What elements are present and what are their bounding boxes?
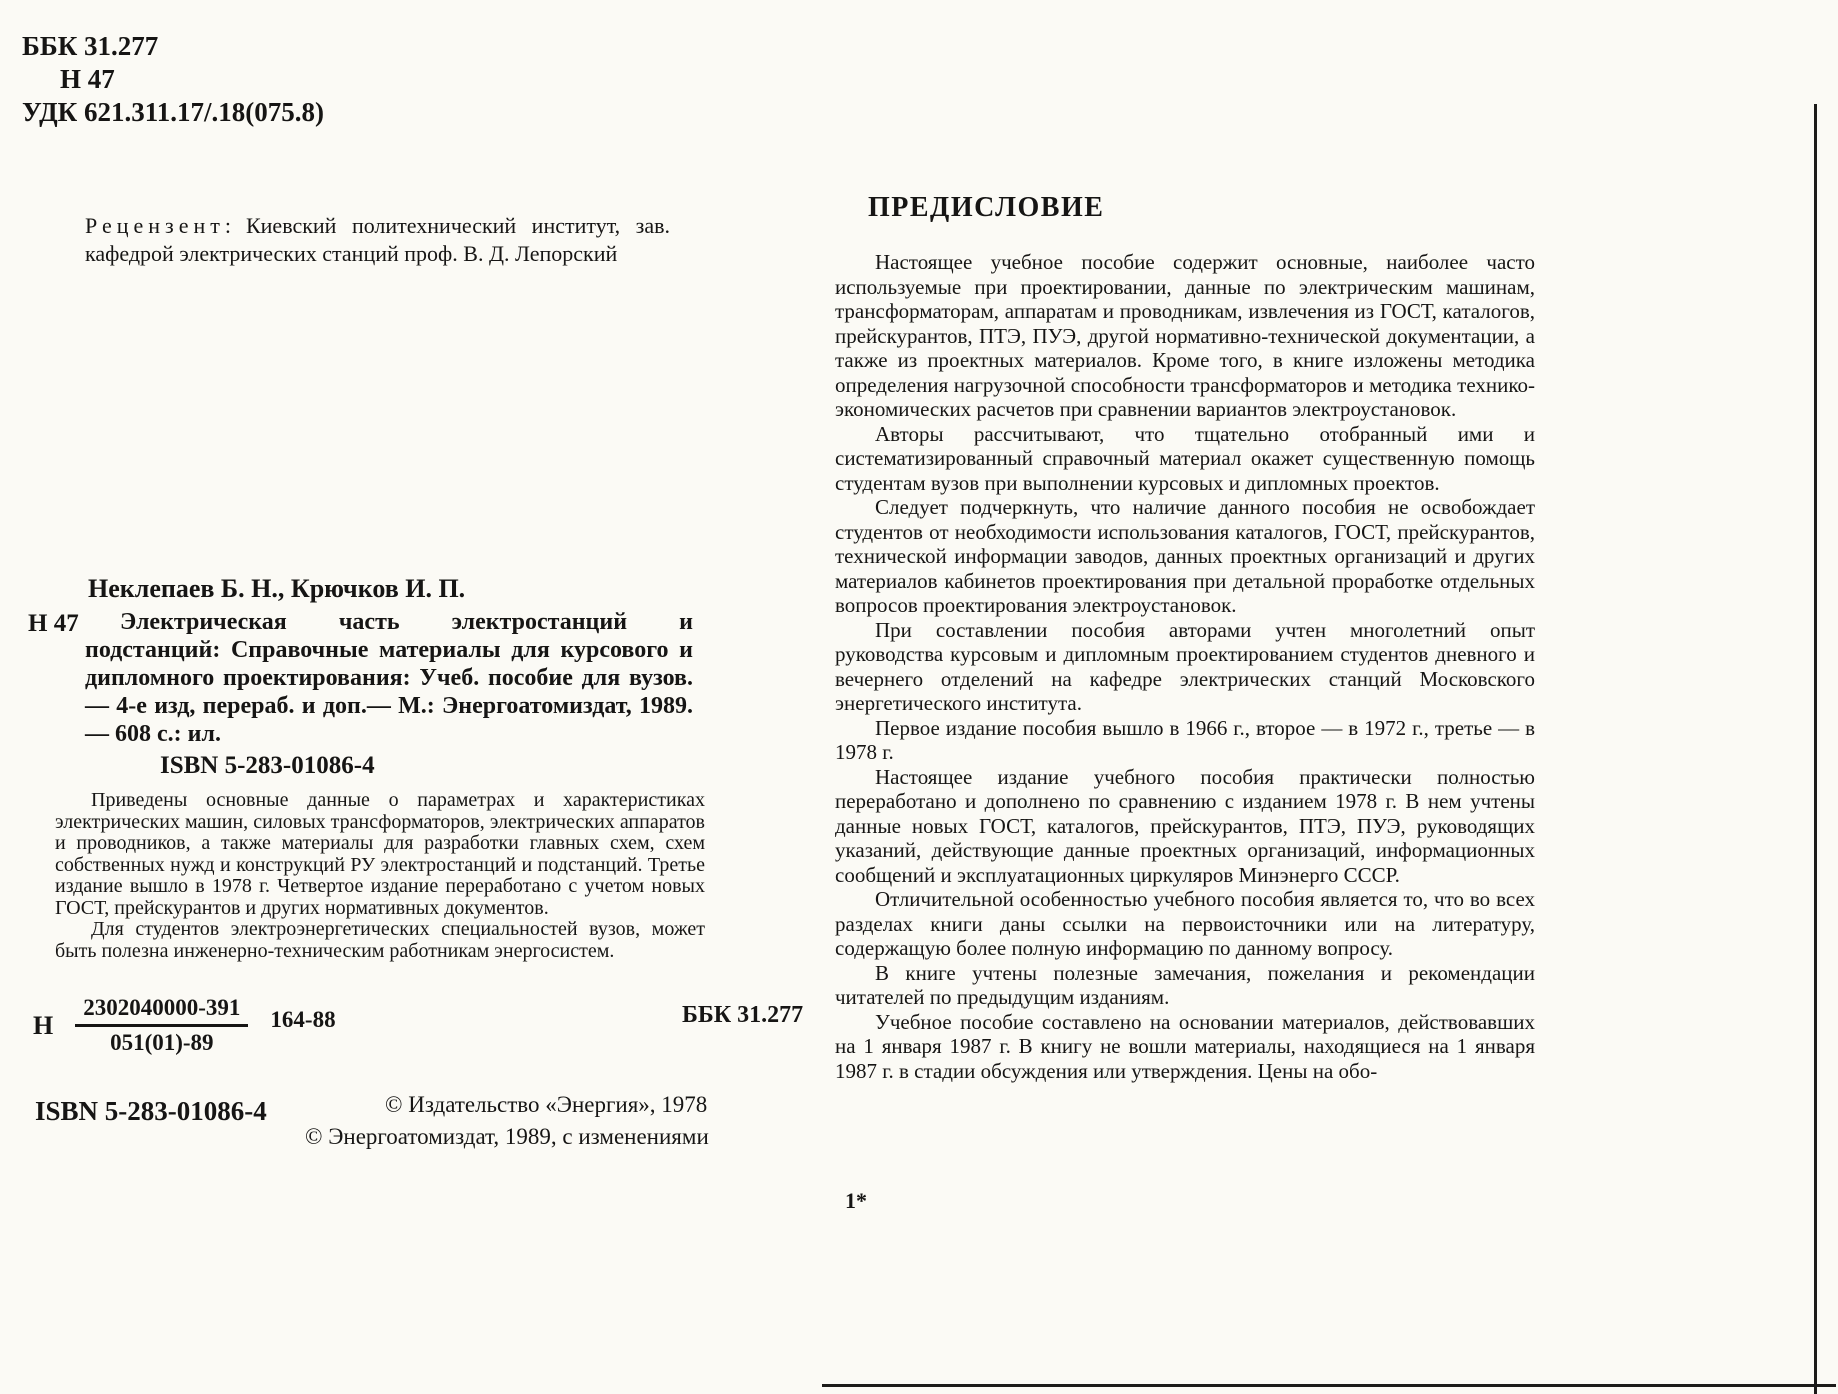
catalog-index-fraction	[75, 995, 248, 1056]
preface-paragraph: Учебное пособие составлено на основании материалов, действовавших на 1 января 1987 г. В книгу не вошли материалы, находящиеся на 1 января 1987 г. в стадии обсуждения или утверждения. Цены на обо-	[835, 1009, 1535, 1083]
preface-paragraph: Настоящее учебное пособие содержит основные, наиболее часто используемые при проектировании, данные по электрическим машинам, трансформаторам, аппаратам и проводникам, извлечения из ГОСТ, каталогов, прейскурантов, ПТЭ, ПУЭ, другой нормативно-технической документации, а также из проектных материалов. Кроме того, в книге изложены методика определения нагрузочной способности трансформаторов и методика технико-экономических расчетов при сравнении вариантов электроустановок.	[835, 250, 1535, 421]
isbn-line-top: ISBN 5-283-01086-4	[160, 752, 375, 779]
catalog-index	[33, 995, 336, 1056]
catalog-entry-code: Н 47	[28, 610, 79, 637]
authors-line: Неклепаев Б. Н., Крючков И. П.	[88, 574, 466, 603]
preface-paragraph: Следует подчеркнуть, что наличие данного пособия не освобождает студентов от необходимости использования каталогов, ГОСТ, прейскурантов, технической информации заводов, данных проектных организаций и других материалов кабинетов проектирования при детальной проработке отдельных вопросов проектирования электроустановок.	[835, 495, 1535, 617]
preface-paragraph: Первое издание пособия вышло в 1966 г., второе — в 1972 г., третье — в 1978 г.	[835, 715, 1535, 764]
bbk-code: ББК 31.277	[22, 31, 159, 61]
reviewer-note	[85, 212, 670, 268]
reviewer-text: Киевский политехнический институт, зав. кафедрой электрических станций проф. В. Д. Лепорский	[85, 213, 670, 266]
annotation-block	[55, 790, 705, 962]
catalog-index-suffix: 164-88	[270, 1007, 336, 1032]
preface-paragraph: Авторы рассчитывают, что тщательно отобранный ими и систематизированный справочный материал окажет существенную помощь студентам вузов при выполнении курсовых и дипломных проектов.	[835, 421, 1535, 495]
annotation-paragraph: Для студентов электроэнергетических специальностей вузов, может быть полезна инженерно-техническим работникам энергосистем.	[55, 918, 705, 962]
reviewer-label: Рецензент:	[85, 213, 236, 238]
preface-body	[835, 250, 1535, 1083]
classification-codes	[22, 30, 324, 129]
catalog-letter-code: Н 47	[60, 64, 115, 94]
catalog-index-denominator: 051(01)-89	[110, 1030, 214, 1055]
isbn-line-bottom: ISBN 5-283-01086-4	[35, 1096, 267, 1126]
preface-paragraph: При составлении пособия авторами учтен многолетний опыт руководства курсовым и дипломным проектированием студентов дневного и вечернего отделений на кафедре электрических станций Московского энергетического института.	[835, 617, 1535, 715]
bibliographic-description: Электрическая часть электростанций и подстанций: Справочные материалы для курсового и дипломного проектирования: Учеб. пособие для вузов.— 4-е изд, перераб. и доп.— М.: Энергоатомиздат, 1989.— 608 с.: ил.	[85, 609, 693, 747]
page-bottom-line	[822, 1384, 1836, 1387]
preface-paragraph: Отличительной особенностью учебного пособия является то, что во всех разделах книги даны ссылки на первоисточники или на литературу, содержащую более полную информацию по данному вопросу.	[835, 887, 1535, 960]
printers-signature-mark: 1*	[845, 1188, 867, 1213]
catalog-index-numerator: 2302040000-391	[75, 995, 248, 1027]
annotation-paragraph: Приведены основные данные о параметрах и характеристиках электрических машин, силовых трансформаторов, электрических аппаратов и проводников, а также материалы для разработки главных схем, схем собственных нужд и конструкций РУ электростанций и подстанций. Третье издание вышло в 1978 г. Четвертое издание переработано с учетом новых ГОСТ, прейскурантов и других нормативных документов.	[55, 789, 705, 919]
catalog-index-letter: Н	[33, 1010, 54, 1040]
udk-code: УДК 621.311.17/.18(075.8)	[22, 97, 324, 127]
page-edge-line	[1814, 104, 1817, 1394]
copyright-line: © Издательство «Энергия», 1978	[385, 1092, 708, 1117]
bbk-code-bottom: ББК 31.277	[682, 1002, 804, 1028]
preface-title: ПРЕДИСЛОВИЕ	[868, 192, 1105, 223]
copyright-line: © Энергоатомиздат, 1989, с изменениями	[305, 1124, 709, 1149]
preface-paragraph: Настоящее издание учебного пособия практически полностью переработано и дополнено по сравнению с изданием 1978 г. В нем учтены данные новых ГОСТ, каталогов, прейскурантов, ПТЭ, ПУЭ, руководящих указаний, действующие данные проектных организаций, информационных сообщений и эксплуатационных циркуляров Минэнерго СССР.	[835, 764, 1535, 887]
preface-paragraph: В книге учтены полезные замечания, пожелания и рекомендации читателей по предыдущим изданиям.	[835, 960, 1535, 1009]
